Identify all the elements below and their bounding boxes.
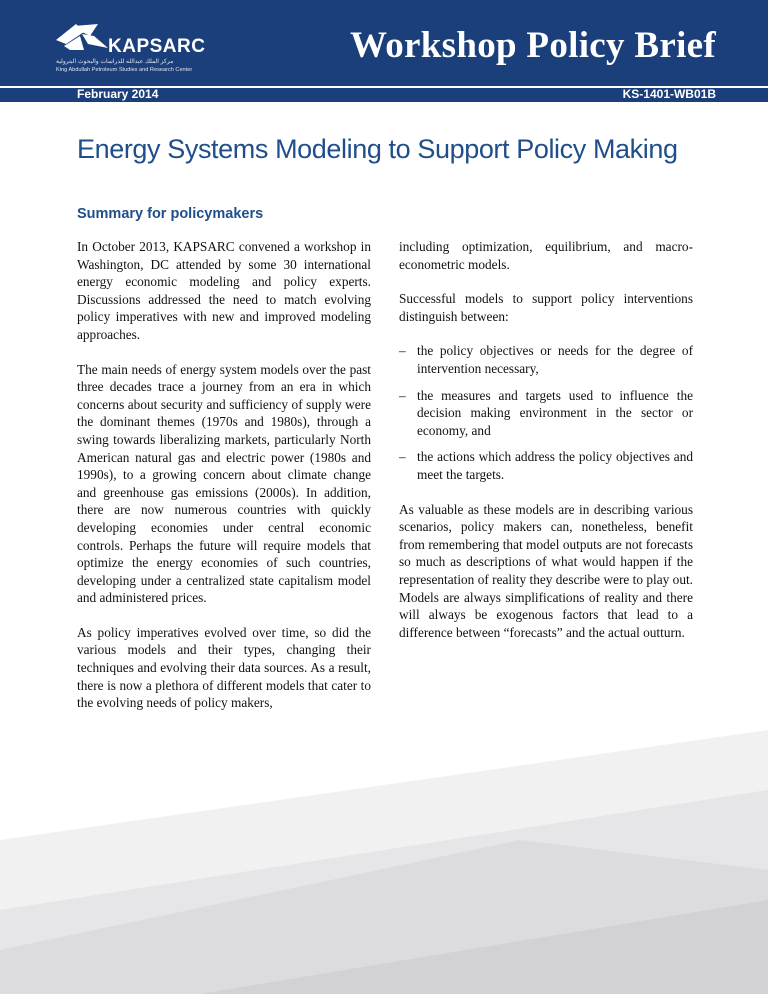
document-title: Energy Systems Modeling to Support Policy Making	[77, 134, 678, 164]
list-item-text: the policy objectives or needs for the degree of intervention necessary,	[417, 343, 693, 376]
header-band	[0, 0, 768, 86]
dash-bullet-icon: –	[399, 343, 406, 359]
list-item	[399, 448, 693, 483]
list-item	[399, 387, 693, 440]
left-column	[77, 238, 371, 729]
paragraph: In October 2013, KAPSARC convened a workshop in Washington, DC attended by some 30 international energy economic modeling and policy experts. Discussions addressed the need to match evolving policy imperatives with new and improved modeling approaches.	[77, 239, 371, 342]
document-code: KS-1401-WB01B	[622, 87, 716, 101]
paragraph: including optimization, equilibrium, and macro-econometric models.	[399, 239, 693, 272]
dash-bullet-icon: –	[399, 449, 406, 465]
dash-bullet-icon: –	[399, 387, 406, 403]
logo-arabic-text: مركز الملك عبدالله للدراسات والبحوث البترولية	[56, 59, 174, 65]
kapsarc-logo	[52, 22, 222, 78]
paragraph: The main needs of energy system models over the past three decades trace a journey from an era in which concerns about security and sufficiency of supply were the dominant themes (1970s and 1980s), through a swing towards liberalizing markets, particularly North American natural gas and electric power (1980s and 1990s), to a growing concern about climate change and greenhouse gas emissions (2000s). In addition, there are now numerous countries with quickly developing economies under central economic controls. Perhaps the future will require models that optimize the energy economies of such countries, developing under a centralized state capitalism model and administered prices.	[77, 361, 371, 606]
list-item	[399, 342, 693, 377]
decorative-background-wave	[0, 720, 768, 994]
list-item-text: the measures and targets used to influence the decision making environment in the sector or economy, and	[417, 387, 693, 438]
brief-title: Workshop Policy Brief	[349, 25, 716, 66]
paragraph: Successful models to support policy interventions distinguish between:	[399, 291, 693, 324]
paragraph: As valuable as these models are in describing various scenarios, policy makers can, nonetheless, benefit from remembering that model outputs are not forecasts so much as descriptions of what would happen if the representation of reality they describe were to play out. Models are always simplifications of reality and there will always be exogenous factors that lead to a difference between “forecasts” and the actual outturn.	[399, 501, 693, 640]
logo-subtitle: King Abdullah Petroleum Studies and Research Center	[56, 67, 193, 73]
right-column	[399, 238, 693, 658]
logo-wordmark: KAPSARC	[108, 36, 206, 57]
publication-date: February 2014	[77, 87, 159, 101]
tent-logo-icon	[54, 22, 110, 52]
paragraph: As policy imperatives evolved over time, so did the various models and their types, changing their techniques and evolving their data sources. As a result, there is now a plethora of different models that cater to the evolving needs of policy makers,	[77, 624, 371, 711]
section-heading: Summary for policymakers	[77, 206, 264, 222]
list-item-text: the actions which address the policy objectives and meet the targets.	[417, 449, 693, 482]
sub-header-bar	[0, 88, 768, 102]
bullet-list	[399, 342, 693, 483]
